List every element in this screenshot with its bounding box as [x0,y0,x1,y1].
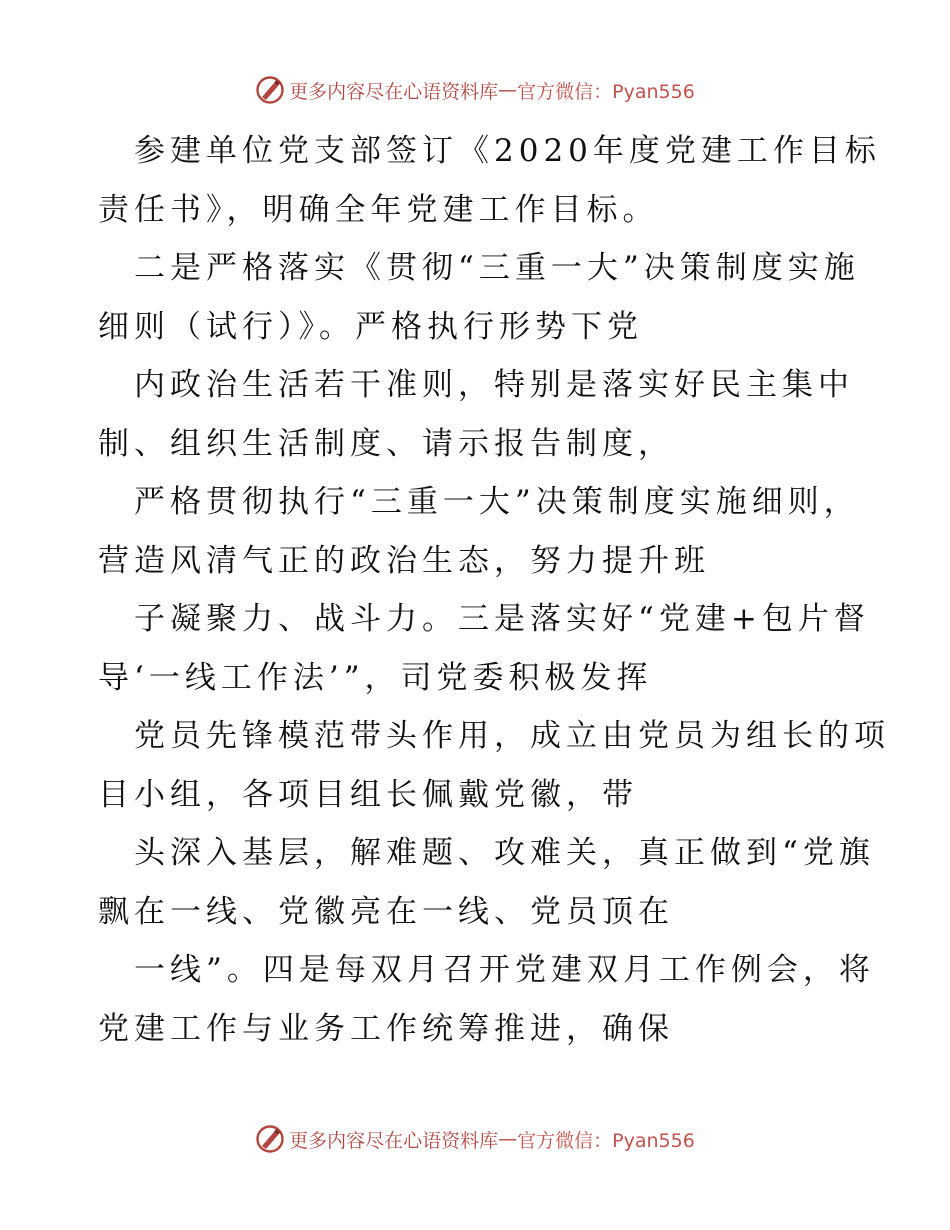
watermark-text: 更多内容尽在心语资料库 [289,1129,499,1152]
text-line: 子凝聚力、战斗力。三是落实好“党建+包片督 [134,601,870,637]
watermark-contact: 官方微信：Pyan556 [517,80,695,103]
watermark-text: 更多内容尽在心语资料库 [289,80,499,103]
text-line: 严格贯彻执行“三重一大”决策制度实施细则， [134,484,860,520]
header-watermark [0,70,950,110]
text-line: 党建工作与业务工作统筹推进，确保 [98,1010,674,1047]
watermark-separator: — [498,1128,518,1150]
text-line: 细则（试行）》。严格执行形势下党 [98,308,643,345]
text-line: 头深入基层，解难题、攻难关，真正做到“党旗 [134,835,875,871]
text-line: 内政治生活若干准则，特别是落实好民主集中 [134,367,854,403]
text-line: 一线”。四是每双月召开党建双月工作例会，将 [134,952,875,988]
pen-seal-icon [255,1124,285,1154]
watermark-separator: — [498,79,518,101]
text-line: 参建单位党支部签订《2020年度党建工作目标 [134,133,881,169]
watermark-contact: 官方微信：Pyan556 [517,1129,695,1152]
text-line: 营造风清气正的政治生态，努力提升班 [98,542,710,579]
document-body [98,122,890,1058]
text-line: 责任书》，明确全年党建工作目标。 [98,191,659,228]
text-line: 党员先锋模范带头作用，成立由党员为组长的项 [134,718,890,754]
footer-watermark [0,1119,950,1159]
text-line: 二是严格落实《贯彻“三重一大”决策制度实施 [134,250,860,286]
text-line: 制、组织生活制度、请示报告制度， [98,425,674,462]
pen-seal-icon [255,75,285,105]
text-line: 飘在一线、党徽亮在一线、党员顶在 [98,893,674,930]
text-line: 目小组，各项目组长佩戴党徽，带 [98,776,638,813]
text-line: 导‘一线工作法’”，司党委积极发挥 [98,659,653,696]
